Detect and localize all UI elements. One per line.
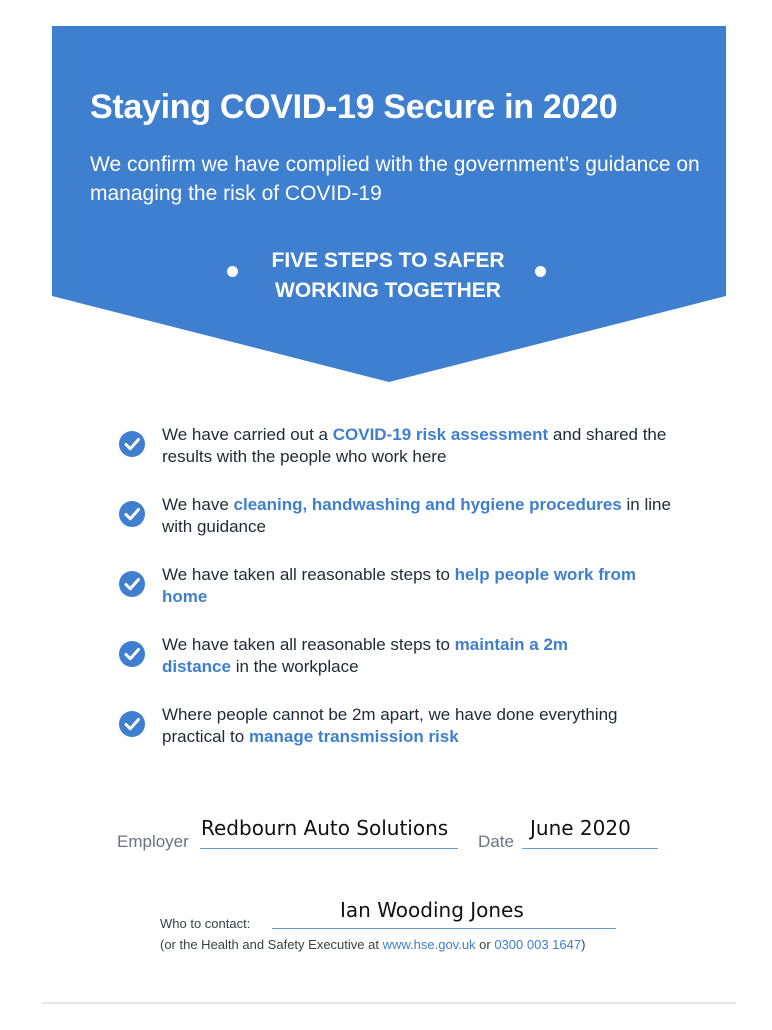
steps-heading-line2: WORKING TOGETHER — [275, 279, 501, 302]
step-item-distance — [162, 634, 617, 678]
check-circle-icon — [118, 500, 146, 528]
step-item-risk-assessment — [162, 424, 682, 468]
step-item-transmission-risk — [162, 704, 667, 748]
step-text: and shared the results with the people who work here — [162, 425, 667, 466]
step-text: We have taken all reasonable steps to — [162, 635, 455, 654]
hse-note-text: or — [475, 937, 495, 952]
bullet-dot-right — [535, 266, 546, 277]
step-highlight: help people work from home — [162, 565, 637, 606]
steps-heading — [200, 246, 576, 306]
step-text: We have — [162, 495, 234, 514]
page-subtitle: We confirm we have complied with the government’s guidance on managing the risk of COVID-19 — [90, 153, 700, 205]
page-title: Staying COVID-19 Secure in 2020 — [90, 88, 618, 126]
step-highlight: cleaning, handwashing and hygiene procedures — [233, 495, 622, 514]
contact-label: Who to contact: — [160, 916, 251, 931]
employer-line — [200, 848, 458, 849]
hse-note-text: ) — [581, 937, 586, 952]
steps-heading-line1: FIVE STEPS TO SAFER — [271, 249, 505, 272]
hse-note-text: (or the Health and Safety Executive at — [160, 937, 383, 952]
step-highlight: COVID-19 risk assessment — [332, 425, 549, 444]
employer-value: Redbourn Auto Solutions — [201, 816, 449, 840]
check-circle-icon — [118, 710, 146, 738]
check-circle-icon — [118, 430, 146, 458]
step-item-hygiene — [162, 494, 682, 538]
step-text: We have carried out a — [162, 425, 333, 444]
contact-line — [272, 928, 616, 929]
footer-divider — [42, 1002, 736, 1004]
hse-note — [160, 937, 585, 952]
step-text: Where people cannot be 2m apart, we have done everything practical to — [162, 705, 618, 746]
step-text: in line with guidance — [162, 495, 671, 536]
employer-label: Employer — [117, 832, 189, 851]
step-highlight: maintain a 2m distance — [162, 635, 569, 676]
date-value: June 2020 — [530, 816, 631, 840]
step-text: in the workplace — [230, 657, 359, 676]
hse-phone-number: 0300 003 1647 — [494, 937, 582, 952]
step-highlight: manage transmission risk — [248, 727, 459, 746]
check-circle-icon — [118, 570, 146, 598]
date-line — [522, 848, 658, 849]
check-circle-icon — [118, 640, 146, 668]
hse-website-link[interactable]: www.hse.gov.uk — [382, 937, 476, 952]
contact-value: Ian Wooding Jones — [340, 898, 524, 922]
step-text: We have taken all reasonable steps to — [162, 565, 455, 584]
step-item-work-from-home — [162, 564, 642, 608]
date-label: Date — [478, 832, 514, 851]
